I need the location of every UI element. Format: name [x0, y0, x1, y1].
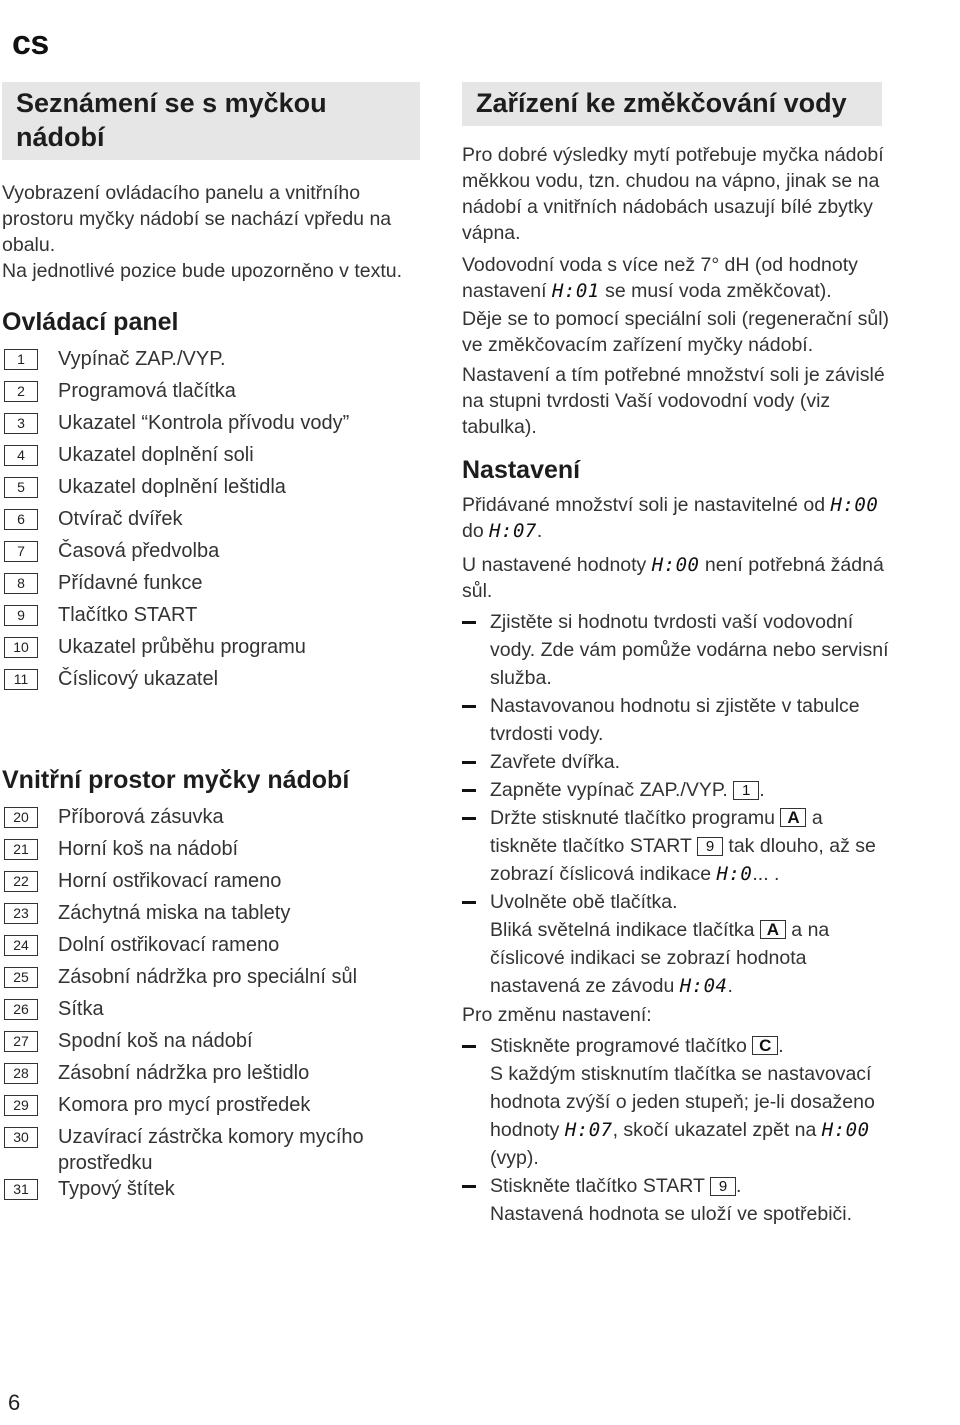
position-number-box: 22 [4, 871, 38, 892]
step [462, 776, 892, 804]
language-code: cs [12, 24, 49, 62]
item-label: Programová tlačítka [58, 380, 236, 402]
text: Uvolněte obě tlačítka. [490, 891, 678, 913]
left-column [0, 82, 430, 1208]
position-number-box: 9 [4, 605, 38, 626]
text: S každým stisknutím tlačítka se nastavovací hodnota zvýší o jeden stupeň; je-li dosaženo hodnoty [490, 1063, 875, 1141]
step [462, 1032, 892, 1172]
item-label: Příborová zásuvka [58, 806, 224, 828]
section-heading: Seznámení se s myčkou nádobí [16, 88, 327, 152]
item-label: Sítka [58, 998, 104, 1020]
interior-heading: Vnitřní prostor myčky nádobí [2, 766, 350, 794]
interior-list [0, 804, 430, 1208]
key-symbol: A [780, 808, 806, 827]
key-symbol: 9 [697, 837, 723, 856]
text: Zapněte vypínač ZAP./VYP. [490, 779, 734, 801]
position-number-box: 24 [4, 935, 38, 956]
text: Držte stisknuté tlačítko programu [490, 807, 781, 829]
display-code: H:00 [830, 494, 879, 516]
list-item [0, 1060, 430, 1092]
key-symbol: A [760, 920, 786, 939]
paragraph: Děje se to pomocí speciální soli (regenerační sůl) ve změkčovacím zařízení myčky nádobí. [462, 308, 890, 356]
text: . [727, 975, 733, 997]
position-number-box: 8 [4, 573, 38, 594]
text: U nastavené hodnoty [462, 554, 652, 576]
text: ... . [752, 863, 780, 885]
list-item [0, 996, 430, 1028]
list-item [0, 964, 430, 996]
position-number-box: 2 [4, 381, 38, 402]
list-item [0, 538, 430, 570]
step [462, 1172, 892, 1228]
key-symbol: 1 [733, 781, 759, 800]
control-panel-heading: Ovládací panel [2, 308, 179, 336]
paragraph: Nastavení a tím potřebné množství soli je závislé na stupni tvrdosti Vaší vodovodní vody (viz tabulka). [462, 364, 885, 438]
text: . [778, 1035, 784, 1057]
text: . [759, 779, 765, 801]
item-label: Ukazatel “Kontrola přívodu vody” [58, 412, 350, 434]
text: se musí voda změkčovat). [599, 280, 832, 302]
item-label: Uzavírací zástrčka komory mycího prostředku [58, 1126, 364, 1174]
text: Přidávané množství soli je nastavitelné od [462, 494, 831, 516]
position-number-box: 20 [4, 807, 38, 828]
position-number-box: 25 [4, 967, 38, 988]
text: Stiskněte programové tlačítko [490, 1035, 753, 1057]
step [462, 804, 892, 888]
item-label: Spodní koš na nádobí [58, 1030, 253, 1052]
position-number-box: 5 [4, 477, 38, 498]
list-item [0, 1092, 430, 1124]
position-number-box: 10 [4, 637, 38, 658]
text: Zjistěte si hodnotu tvrdosti vaší vodovodní vody. Zde vám pomůže vodárna nebo servisní služba. [490, 611, 889, 689]
position-number-box: 1 [4, 349, 38, 370]
list-item [0, 506, 430, 538]
position-number-box: 23 [4, 903, 38, 924]
text: do [462, 520, 490, 542]
list-item [0, 602, 430, 634]
section-heading-band [462, 82, 882, 126]
list-item [0, 666, 430, 698]
list-item [0, 868, 430, 900]
right-column [462, 82, 892, 1228]
position-number-box: 30 [4, 1127, 38, 1148]
position-number-box: 26 [4, 999, 38, 1020]
key-symbol: C [752, 1036, 778, 1055]
change-settings-label: Pro změnu nastavení: [462, 1004, 652, 1026]
section-heading: Zařízení ke změkčování vody [476, 88, 847, 118]
item-label: Vypínač ZAP./VYP. [58, 348, 226, 370]
item-label: Zásobní nádržka pro speciální sůl [58, 966, 358, 988]
page-number: 6 [8, 1390, 21, 1415]
key-symbol: 9 [710, 1177, 736, 1196]
list-item [0, 932, 430, 964]
text: , skočí ukazatel zpět na [612, 1119, 822, 1141]
item-label: Číslicový ukazatel [58, 668, 219, 690]
display-code: H:04 [679, 975, 728, 997]
intro-paragraph: Vyobrazení ovládacího panelu a vnitřního prostoru myčky nádobí se nachází vpředu na obalu. [2, 182, 392, 256]
position-number-box: 11 [4, 669, 38, 690]
step [462, 748, 892, 776]
text: tak dlouho, až se zobrazí číslicová indikace [490, 835, 876, 885]
text: a na číslicové indikaci se zobrazí hodnota nastavená ze závodu [490, 919, 830, 997]
settings-heading: Nastavení [462, 456, 581, 484]
list-item [0, 378, 430, 410]
item-label: Ukazatel doplnění soli [58, 444, 254, 466]
position-number-box: 3 [4, 413, 38, 434]
paragraph: Pro dobré výsledky mytí potřebuje myčka nádobí měkkou vodu, tzn. chudou na vápno, jinak se na nádobí a vnitřních nádobách usazují bílé zbytky vápna. [462, 144, 884, 244]
text: Nastavená hodnota se uloží ve spotřebiči. [490, 1203, 853, 1225]
section-heading-band [2, 82, 420, 160]
display-code: H:07 [564, 1119, 613, 1141]
step [462, 888, 892, 1000]
display-code: H:07 [489, 520, 537, 542]
list-item [0, 474, 430, 506]
item-label: Horní koš na nádobí [58, 838, 239, 860]
item-label: Typový štítek [58, 1178, 175, 1200]
item-label: Ukazatel průběhu programu [58, 636, 306, 658]
position-number-box: 31 [4, 1179, 38, 1200]
list-item [0, 410, 430, 442]
list-item [0, 570, 430, 602]
list-item [0, 804, 430, 836]
paragraph [462, 252, 892, 304]
item-label: Časová předvolba [58, 540, 220, 562]
paragraph [462, 492, 892, 544]
position-number-box: 27 [4, 1031, 38, 1052]
item-label: Dolní ostřikovací rameno [58, 934, 280, 956]
list-item [0, 900, 430, 932]
text: není potřebná žádná sůl. [462, 554, 884, 602]
item-label: Tlačítko START [58, 604, 198, 626]
paragraph [462, 552, 892, 604]
text: . [536, 520, 543, 542]
text: Nastavovanou hodnotu si zjistěte v tabulce tvrdosti vody. [490, 695, 860, 745]
display-code: H:00 [821, 1119, 870, 1141]
position-number-box: 6 [4, 509, 38, 530]
position-number-box: 4 [4, 445, 38, 466]
text: Vodovodní voda s více než 7° dH (od hodnoty nastavení [462, 254, 858, 302]
list-item [0, 836, 430, 868]
list-item [0, 1124, 430, 1176]
position-number-box: 29 [4, 1095, 38, 1116]
text: Bliká světelná indikace tlačítka [490, 919, 760, 941]
list-item [0, 634, 430, 666]
list-item [0, 1028, 430, 1060]
display-code: H:00 [651, 554, 700, 576]
display-code: H:0 [716, 863, 753, 885]
list-item [0, 1176, 430, 1208]
text: . [736, 1175, 742, 1197]
list-item [0, 442, 430, 474]
text: (vyp). [490, 1147, 539, 1169]
text: a tiskněte tlačítko START [490, 807, 823, 857]
item-label: Horní ostřikovací rameno [58, 870, 282, 892]
control-panel-list [0, 346, 430, 698]
display-code: H:01 [551, 280, 600, 302]
item-label: Otvírač dvířek [58, 508, 183, 530]
step [462, 608, 892, 692]
text: Zavřete dvířka. [490, 751, 621, 773]
item-label: Komora pro mycí prostředek [58, 1094, 311, 1116]
text: Stiskněte tlačítko START [490, 1175, 711, 1197]
position-number-box: 28 [4, 1063, 38, 1084]
position-number-box: 21 [4, 839, 38, 860]
steps-list [462, 608, 892, 1000]
step [462, 692, 892, 748]
item-label: Ukazatel doplnění leštidla [58, 476, 286, 498]
item-label: Přídavné funkce [58, 572, 203, 594]
item-label: Záchytná miska na tablety [58, 902, 291, 924]
position-number-box: 7 [4, 541, 38, 562]
list-item [0, 346, 430, 378]
intro-paragraph-2: Na jednotlivé pozice bude upozorněno v textu. [2, 260, 403, 282]
item-label: Zásobní nádržka pro leštidlo [58, 1062, 310, 1084]
change-steps-list [462, 1032, 892, 1228]
